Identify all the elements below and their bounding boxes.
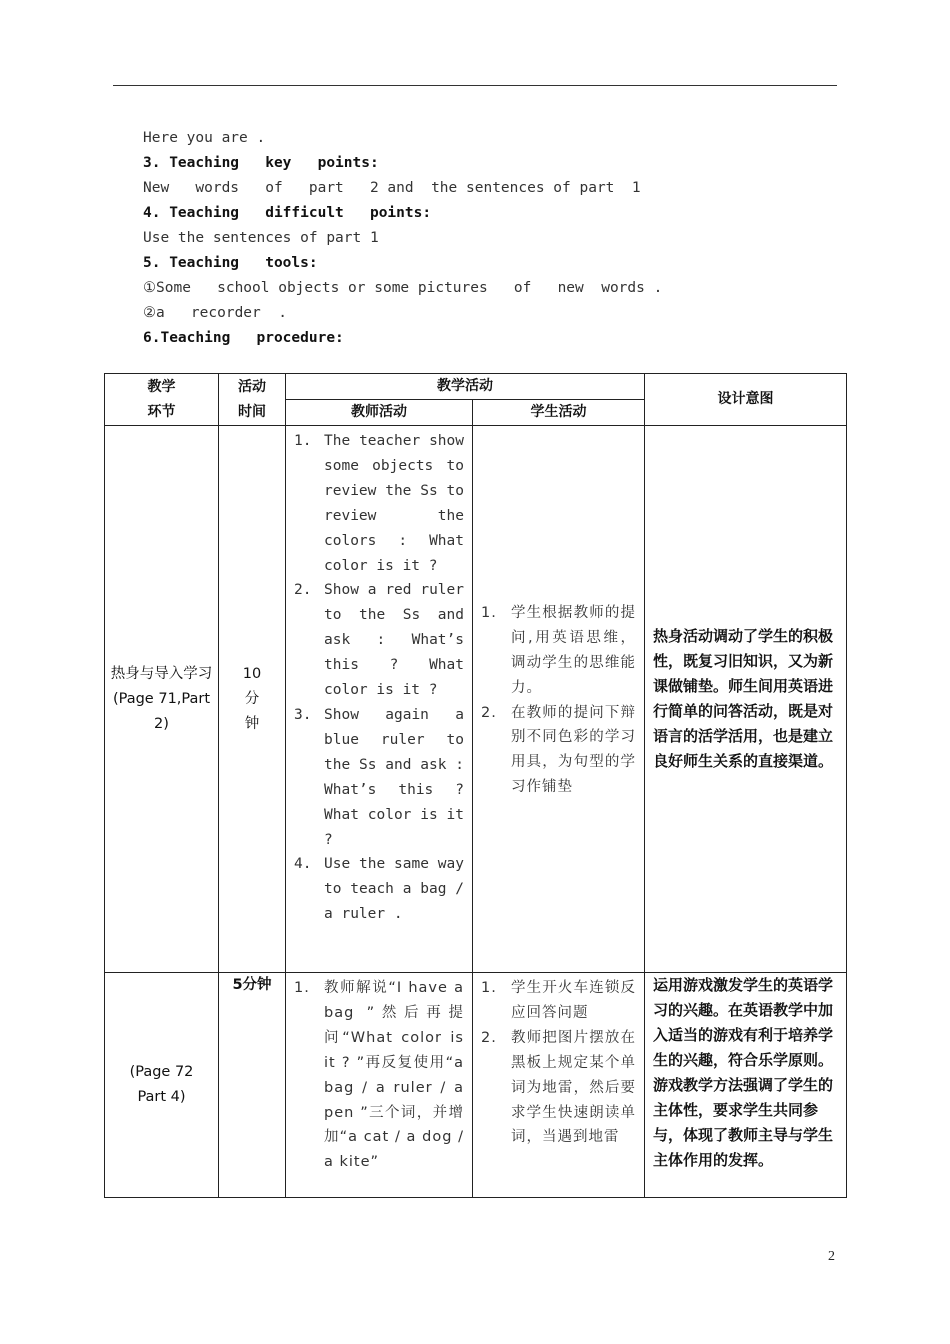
difficult-points-heading: 4. Teaching difficult points: xyxy=(143,205,432,221)
list-item: 1. 学生根据教师的提问,用英语思维，调动学生的思维能力。 xyxy=(481,604,636,696)
procedure-heading: 6.Teaching procedure: xyxy=(143,330,344,346)
intro-section xyxy=(143,126,843,351)
tool-item: ①Some school objects or some pictures of new words . xyxy=(143,280,663,296)
difficult-points-text: Use the sentences of part 1 xyxy=(143,230,379,246)
page-number: 2 xyxy=(828,1249,835,1264)
list-item: 1. 学生开火车连锁反应回答问题 xyxy=(481,980,636,1021)
key-points-heading: 3. Teaching key points: xyxy=(143,155,379,171)
table-row xyxy=(105,973,847,1198)
header-intent: 设计意图 xyxy=(645,374,847,426)
time-cell: 5分钟 xyxy=(219,973,286,1198)
list-item: 2. Show a red ruler to the Ss and ask : What’s this ? What color is it ? xyxy=(294,582,464,699)
design-intent-cell: 运用游戏激发学生的英语学习的兴趣。在英语教学中加入适当的游戏有利于培养学生的兴趣，符合乐学原则。游戏教学方法强调了学生的主体性，要求学生共同参与，体现了教师主导与学生主体作用的发挥。 xyxy=(645,973,847,1198)
time-cell: 10 分 钟 xyxy=(219,426,286,973)
list-item: 1. The teacher show some objects to review the Ss to review the colors : What color is it ? xyxy=(294,433,464,574)
header-activity: 教学活动 xyxy=(286,374,645,400)
list-item: 2. 教师把图片摆放在黑板上规定某个单词为地雷，然后要求学生快速朗读单词，当遇到地雷 xyxy=(481,1029,636,1146)
procedure-table xyxy=(104,373,847,1198)
stage-cell: 热身与导入学习(Page 71,Part 2) xyxy=(105,426,219,973)
student-activity-cell xyxy=(473,426,645,973)
header-stage: 教学 环节 xyxy=(105,374,219,426)
list-item: 3. Show again a blue ruler to the Ss and ask : What’s this ? What color is it ? xyxy=(294,706,464,848)
header-time: 活动 时间 xyxy=(219,374,286,426)
tool-item: ②a recorder . xyxy=(143,305,287,321)
header-rule xyxy=(113,85,837,86)
teacher-activity-cell xyxy=(286,973,473,1198)
design-intent-cell: 热身活动调动了学生的积极性，既复习旧知识，又为新课做铺垫。师生间用英语进行简单的问答活动，既是对语言的活学活用，也是建立良好师生关系的直接渠道。 xyxy=(645,426,847,973)
stage-cell: (Page 72 Part 4) xyxy=(105,973,219,1198)
student-activity-cell xyxy=(473,973,645,1198)
header-teacher: 教师活动 xyxy=(286,400,473,426)
header-student: 学生活动 xyxy=(473,400,645,426)
table-row xyxy=(105,426,847,973)
tools-heading: 5. Teaching tools: xyxy=(143,255,318,271)
key-points-text: New words of part 2 and the sentences of part 1 xyxy=(143,180,641,196)
teacher-activity-cell xyxy=(286,426,473,973)
list-item: 1. 教师解说“I have a bag ”然后再提问“What color is it ? ”再反复使用“a bag / a ruler / a pen ”三个词，并增加“a cat / a dog / a kite” xyxy=(294,980,464,1171)
list-item: 4. Use the same way to teach a bag / a ruler . xyxy=(294,856,464,923)
intro-line: Here you are . xyxy=(143,130,266,146)
list-item: 2. 在教师的提问下辩别不同色彩的学习用具，为句型的学习作铺垫 xyxy=(481,704,636,796)
